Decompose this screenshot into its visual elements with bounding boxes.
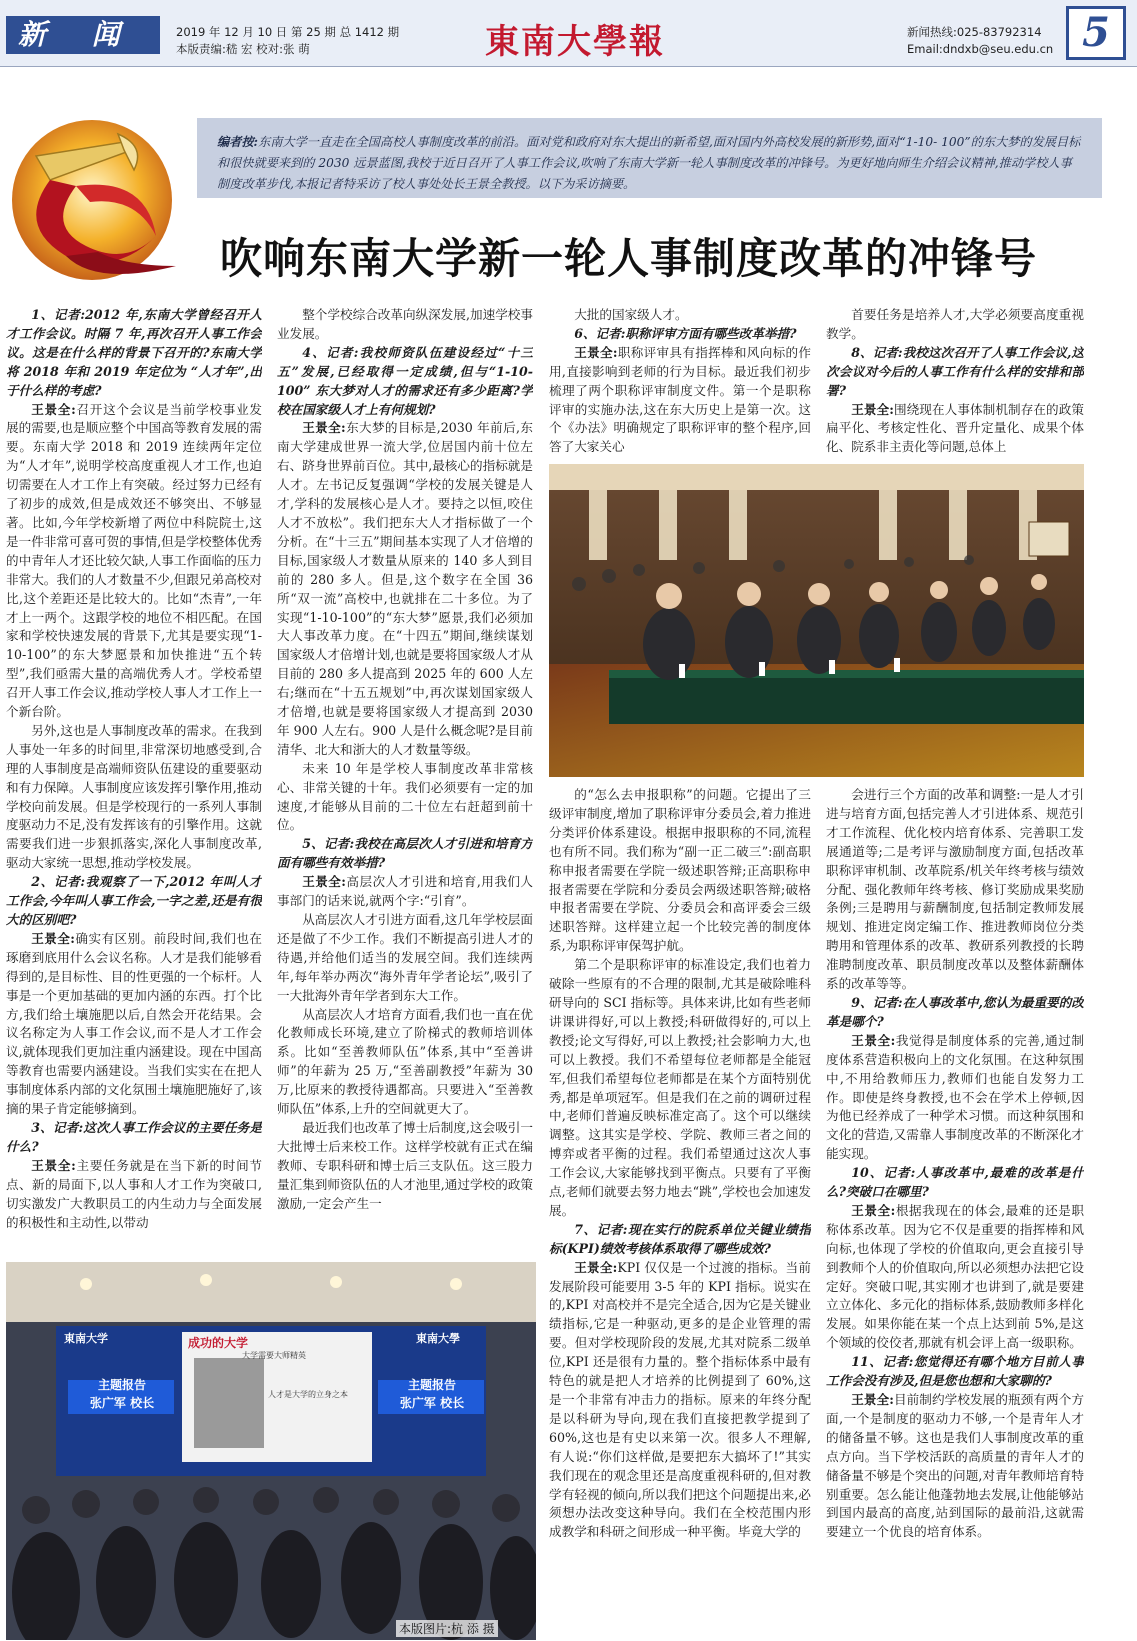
contact-email: Email:dndxb@seu.edu.cn — [907, 42, 1054, 56]
page-number: 5 — [1066, 6, 1126, 60]
answer-text: 根据我现在的体会,最难的还是职称体系改革。因为它不仅是重要的指挥棒和风向标,也体现了学校的价值取向,更会直接引导到教师个人的价值取向,所以必须想办法把它设定好。突破口呢,其实刚才也讲到了,就是要建立立体化、多元化的指标体系,鼓励教师多样化发展。如果你能在某一个点上达到前 5%,是这个领域的佼佼者,那就有机会评上高一级职称。 — [826, 1202, 1084, 1351]
interview-answer — [277, 760, 533, 836]
interview-question — [6, 1119, 262, 1157]
answer-text: 第二个是职称评审的标准设定,我们也着力破除一些原有的不合理的限制,尤其是破除唯科研导向的 SCI 指标等。具体来讲,比如有些老师讲课讲得好,可以上教授;科研做得好的,可以上教授;论文写得好,可以上教授;社会影响力大,也可以上教授。我们不希望每位老师都是全能冠军,但我们希望每位老师都是在某个方面特别优秀,都是单项冠军。但是我们在之前的调研过程中,老师们普遍反映标准定高了。这个可以继续调整。这其实是学校、学院、教师三者之间的博弈或者平衡的过程。我们希望通过这次人事工作会议,大家能够找到平衡点。只要有了平衡点,老师们就要去努力地去“跳”,学校也会加速发展。 — [549, 957, 811, 1218]
interview-question — [826, 994, 1084, 1032]
interview-answer — [826, 1032, 1084, 1164]
interview-question — [277, 344, 533, 420]
interview-answer — [6, 401, 262, 722]
answer-text: 东大梦的目标是,2030 年前后,东南大学建成世界一流大学,位居国内前十位左右、跻身世界前百位。其中,最核心的指标就是人才。左书记反复强调“学校的发展关键是人才,学科的发展核心是人才。要持之以恒,咬住人才不放松”。我们把东大人才指标做了一个分析。在“十三五”期间基本实现了人才倍增的目标,国家级人才数量从原来的 140 多人到目前的 280 多人。但是,这个数字在全国 36 所“双一流”高校中,也就排在二十多位。为了实现“1-10-100”的“东大梦”愿景,我们必须加大人事改革力度。在“十四五”期间,继续谋划国家级人才倍增计划,也就是要将国家级人才从目前的 280 多人提高到 2025 年的 600 人左右;继而在“十五五规划”中,再次谋划国家级人才倍增,也就是要将国家级人才提高到 2030 年 900 人左右。900 人是什么概念呢?是目前清华、北大和浙大的人才数量等级。 — [277, 420, 533, 757]
interview-question — [277, 835, 533, 873]
answer-text: 的“怎么去申报职称”的问题。它提出了三级评审制度,增加了职称评审分委员会,着力推进分类评价体系建设。根据申报职称的不同,流程也有所不同。我们称为“副一正二破三”:副高职称申报者需要在学院一级述职答辩;正高职称申报者需要在学院和分委员会两级述职答辩;破格申报者需要在学院、分委员会和高评委会三级述职答辩。这样建立起一个比较完善的制度体系,为职称评审保驾护航。 — [549, 787, 811, 954]
answer-text: 首要任务是培养人才,大学必须要高度重视教学。 — [826, 307, 1084, 341]
column-3-bottom — [549, 786, 811, 1636]
speaker-label: 王景全: — [31, 930, 75, 946]
contact-info — [907, 24, 1053, 58]
screen-caption: 人才是大学的立身之本 — [268, 1390, 348, 1399]
banner-logo-left: 東南大学 — [64, 1332, 108, 1345]
speaker-label: 王景全: — [851, 1032, 896, 1048]
question-text: 11、记者:您觉得还有哪个地方目前人事工作会没有涉及,但是您也想和大家聊的? — [826, 1354, 1084, 1389]
speaker-label: 王景全: — [302, 420, 346, 436]
question-text: 10、记者:人事改革中,最难的改革是什么?突破口在哪里? — [826, 1165, 1084, 1200]
speaker-label: 王景全: — [302, 874, 346, 890]
column-2 — [277, 306, 533, 1261]
answer-text: KPI 仅仅是一个过渡的指标。当前发展阶段可能要用 3-5 年的 KPI 指标。说实在的,KPI 对高校并不是完全适合,因为它是关键业绩指标,它是一种驱动,更多的是企业管理的需要。但对学校现阶段的发展,尤其对院系二级单位,KPI 还是很有力量的。整个指标体系中最有特色的就是把人才培养的比例提到了 60%,这是一个非常有冲击力的指标。原来的年终分配是以科研为导向,现在我们直接把教学提到了 60%,这也是有史以来第一次。很多人不理解,有人说:“你们这样做,是要把东大搞坏了!”其实我们现在的观念里还是高度重视科研的,但对教学有轻视的倾向,所以我们把这个问题提出来,必须想办法改变这种导向。我们在全校范围内形成教学和科研之间形成一种平衡。毕竟大学的 — [549, 1259, 811, 1540]
trumpet-emblem — [6, 116, 186, 286]
side-banner-right-title: 主题报告 — [407, 1378, 456, 1392]
interview-answer — [549, 1259, 811, 1543]
editor-note-label: 编者按: — [217, 135, 259, 149]
interview-answer — [826, 786, 1084, 994]
speaker-label: 王景全: — [851, 1202, 896, 1218]
question-text: 9、记者:在人事改革中,您认为最重要的改革是哪个? — [826, 994, 1084, 1029]
interview-answer — [277, 911, 533, 1006]
question-text: 2、记者:我观察了一下,2012 年叫人才工作会,今年叫人事工作会,一字之差,还是有很大的区别吧? — [6, 874, 262, 927]
side-banner-right-name: 张广军 校长 — [399, 1396, 465, 1410]
question-text: 7、记者:现在实行的院系单位关键业绩指标(KPI)绩效考核体系取得了哪些成效? — [549, 1221, 811, 1256]
question-text: 6、记者:职称评审方面有哪些改革举措? — [574, 325, 797, 341]
answer-text: 另外,这也是人事制度改革的需求。在我到人事处一年多的时间里,非常深切地感受到,合理的人事制度是高端师资队伍建设的重要驱动和有力保障。人事制度应该发挥引擎作用,推动学校向前发展。但是学校现行的一系列人事制度驱动力不足,没有发挥该有的引擎作用。这就需要我们进一步狠抓落实,深化人事制度改革,驱动大家统一思想,推动学校发展。 — [6, 722, 262, 871]
photo-credit: 本版图片:杭 添 摄 — [396, 1620, 498, 1637]
interview-answer — [549, 306, 811, 325]
issue-line: 2019 年 12 月 10 日 第 25 期 总 1412 期 — [176, 25, 400, 39]
interview-answer — [549, 956, 811, 1221]
interview-question — [549, 1221, 811, 1259]
answer-text: 围绕现在人事体制机制存在的政策扁平化、考核定性化、晋升定量化、成果个体化、院系非主责化等问题,总体上 — [826, 401, 1084, 454]
answer-text: 未来 10 年是学校人事制度改革非常核心、非常关键的十年。我们必须要有一定的加速度,才能够从目前的二十位左右赶超到前十位。 — [277, 760, 533, 833]
paper-name-logo: 東南大學報 — [485, 22, 665, 62]
answer-text: 高层次人才引进和培育,用我们人事部门的话来说,就两个字:“引育”。 — [277, 874, 533, 909]
interview-answer — [826, 401, 1084, 454]
question-text: 4、记者:我校师资队伍建设经过“十三五”发展,已经取得一定成绩,但与“1-10-100” 东大梦对人才的需求还有多少距离?学校在国家级人才上有何规划? — [277, 344, 533, 417]
speaker-label: 王景全: — [574, 1259, 618, 1275]
interview-answer — [826, 306, 1084, 344]
speaker-label: 王景全: — [851, 1392, 894, 1407]
interview-answer — [277, 419, 533, 759]
answer-text: 从高层次人才引进方面看,这几年学校层面还是做了不少工作。我们不断提高引进人才的待遇,并给他们适当的发展空间。我们连续两年,每年举办两次“海外青年学者论坛”,吸引了一大批海外青年学者到东大工作。 — [277, 912, 533, 1003]
interview-question — [6, 306, 262, 401]
interview-question — [6, 873, 262, 930]
interview-answer — [6, 1157, 262, 1233]
interview-question — [549, 325, 811, 344]
masthead — [0, 0, 1137, 67]
answer-text: 主要任务就是在当下新的时间节点、新的局面下,以人事和人才工作为突破口,切实激发广大教职员工的内生动力与全面发展的积极性和主动性,以带动 — [6, 1157, 262, 1230]
speaker-label: 王景全: — [851, 401, 894, 417]
interview-answer — [277, 873, 533, 911]
interview-answer — [277, 306, 533, 344]
question-text: 3、记者:这次人事工作会议的主要任务是什么? — [6, 1119, 262, 1154]
answer-text: 确实有区别。前段时间,我们也在琢磨到底用什么会议名称。人才是我们能够看得到的,是目标性、目的性更强的一个标杆。人事是一个更加基础的更加内涵的东西。打个比方,我们给土壤施肥以后,自然会开花结果。会议名称定为人事工作会议,而不是人才工作会议,就体现我们更加注重内涵建设。现在中国高等教育也需要内涵建设。当我们实实在在把人事制度体系内部的文化氛围土壤施肥施好了,该摘的果子肯定能够摘到。 — [6, 930, 262, 1117]
interview-question — [826, 1353, 1084, 1391]
interview-answer — [826, 1391, 1084, 1542]
interview-question — [826, 1164, 1084, 1202]
column-1 — [6, 306, 262, 1261]
banner-logo-right: 東南大學 — [416, 1332, 460, 1345]
issue-info — [176, 24, 399, 58]
column-4-top — [826, 306, 1084, 454]
interview-answer — [277, 1119, 533, 1214]
editor-note — [197, 118, 1102, 198]
interview-answer — [826, 1202, 1084, 1353]
side-banner-right — [380, 1376, 484, 1412]
speaker-label: 王景全: — [31, 401, 76, 417]
column-4-bottom — [826, 786, 1084, 1636]
question-text: 5、记者:我校在高层次人才引进和培育方面有哪些有效举措? — [277, 836, 533, 871]
side-banner-left-name: 张广军 校长 — [89, 1396, 155, 1410]
answer-text: 目前制约学校发展的瓶颈有两个方面,一个是制度的驱动力不够,一个是青年人才的储备量不够。这也是我们人事制度改革的重点方向。当下学校活跃的高质量的青年人才的储备量不够是个突出的问题,对青年教师培育特别重要。怎么能让他蓬勃地去发展,让他能够站到国内最高的高度,站到国际的最前沿,这就需要建立一个优良的培育体系。 — [826, 1392, 1084, 1540]
answer-text: 会进行三个方面的改革和调整:一是人才引进与培育方面,包括完善人才引进体系、规范引才工作流程、优化校内培育体系、完善职工发展通道等;二是考评与激励制度方面,包括改革职称评审机制、改革院系/机关年终考核与绩效分配、强化教师年终考核、修订奖励成果奖励条例;三是聘用与薪酬制度,包括制定教师发展规划、推进定岗定编工作、推进教师岗位分类聘用和管理体系的改革、教研系列教授的长聘准聘制度改革、职员制度改革以及整体薪酬体系的改革等等。 — [826, 787, 1084, 992]
interview-answer — [277, 1006, 533, 1119]
screen-title: 成功的大学 — [188, 1336, 249, 1350]
section-label: 新 闻 — [6, 16, 160, 54]
answer-text: 我觉得是制度体系的完善,通过制度体系营造积极向上的文化氛围。在这种氛围中,不用给教师压力,教师们也能自发努力工作。即使是终身教授,也不会在学术上停顿,因为他已经养成了一种学术习惯。而这种氛围和文化的营造,又需靠人事制度改革的不断深化才能实现。 — [826, 1032, 1084, 1162]
news-hotline: 新闻热线:025-83792314 — [907, 25, 1042, 39]
interview-answer — [6, 930, 262, 1119]
speaker-label: 王景全: — [31, 1157, 76, 1173]
interview-answer — [549, 344, 811, 454]
answer-text: 职称评审具有指挥棒和风向标的作用,直接影响到老师的行为目标。最近我们初步梳理了两个职称评审制度文件。第一个是职称评审的实施办法,这在东大历史上是第一次。这个《办法》明确规定了职称评审的整个程序,回答了大家关心 — [549, 344, 811, 454]
answer-text: 从高层次人才培育方面看,我们也一直在优化教师成长环境,建立了阶梯式的教师培训体系。比如“至善教师队伍”体系,其中“至善讲师”的年薪为 25 万,“至善副教授”年薪为 30 万,比原来的教授待遇都高。只要进入“至善教师队伍”体系,上升的空间就更大了。 — [277, 1006, 533, 1117]
answer-text: 最近我们也改革了博士后制度,这会吸引一大批博士后来校工作。这样学校就有正式在编教师、专职科研和博士后三支队伍。这三股力量汇集到师资队伍的人才池里,通过学校的政策激励,一定会产生一 — [277, 1119, 533, 1211]
interview-answer — [6, 722, 262, 873]
screen-subtitle: 大学需要大师精英 — [242, 1351, 306, 1360]
answer-text: 整个学校综合改革向纵深发展,加速学校事业发展。 — [277, 307, 533, 341]
answer-text: 召开这个会议是当前学校事业发展的需要,也是顺应整个中国高等教育发展的需要。东南大学 2018 和 2019 连续两年定位为“人才年”,说明学校高度重视人才工作,也迫切需要在人才工作上有突破。经过努力已经有了初步的成效,但是成效还不够突出、不够显著。比如,今年学校新增了两位中科院院士,这是一件非常可喜可贺的事情,但是学校整体优秀的中青年人才还比较欠缺,人事工作面临的压力非常大。我们的人才数量不少,但跟兄弟高校对比,这个差距还是比较大的。比如“杰青”,一年才上一两个。这跟学校的地位不相匹配。在国家和学校快速发展的背景下,尤其是要实现“1-10-100”的东大梦愿景和加快推进“五个转型”,我们亟需大量的高端优秀人才。学校希望召开人事工作会议,推动学校人事人才工作上一个新台阶。 — [6, 401, 262, 720]
meeting-photo — [549, 464, 1084, 777]
speaker-label: 王景全: — [574, 344, 618, 360]
answer-text: 大批的国家级人才。 — [574, 307, 688, 322]
side-banner-left — [70, 1376, 174, 1412]
question-text: 1、记者:2012 年,东南大学曾经召开人才工作会议。时隔 7 年,再次召开人事工作会议。这是在什么样的背景下召开的?东南大学将 2018 年和 2019 年定位为 “人才年”,出于什么样的考虑? — [6, 307, 262, 398]
question-text: 8、记者:我校这次召开了人事工作会议,这次会议对今后的人事工作有什么样的安排和部署? — [826, 344, 1084, 398]
editor-note-text: 东南大学一直走在全国高校人事制度改革的前沿。面对党和政府对东大提出的新希望,面对国内外高校发展的新形势,面对“1-10- 100”的东大梦的发展目标和很快就要来到的 2030 远景蓝图,我校于近日召开了人事工作会议,吹响了东南大学新一轮人事制度改革的冲锋号。为更好地向师生介绍会议精神,推动学校人事制度改革步伐,本报记者特采访了校人事处处长王景全教授。以下为采访摘要。 — [217, 135, 1081, 191]
editors-line: 本版责编:嵇 宏 校对:张 萌 — [176, 42, 310, 56]
lecture-photo — [6, 1262, 536, 1640]
interview-answer — [549, 786, 811, 956]
interview-question — [826, 344, 1084, 401]
article-headline: 吹响东南大学新一轮人事制度改革的冲锋号 — [220, 234, 1038, 283]
column-3-top — [549, 306, 811, 454]
side-banner-left-title: 主题报告 — [97, 1378, 146, 1392]
